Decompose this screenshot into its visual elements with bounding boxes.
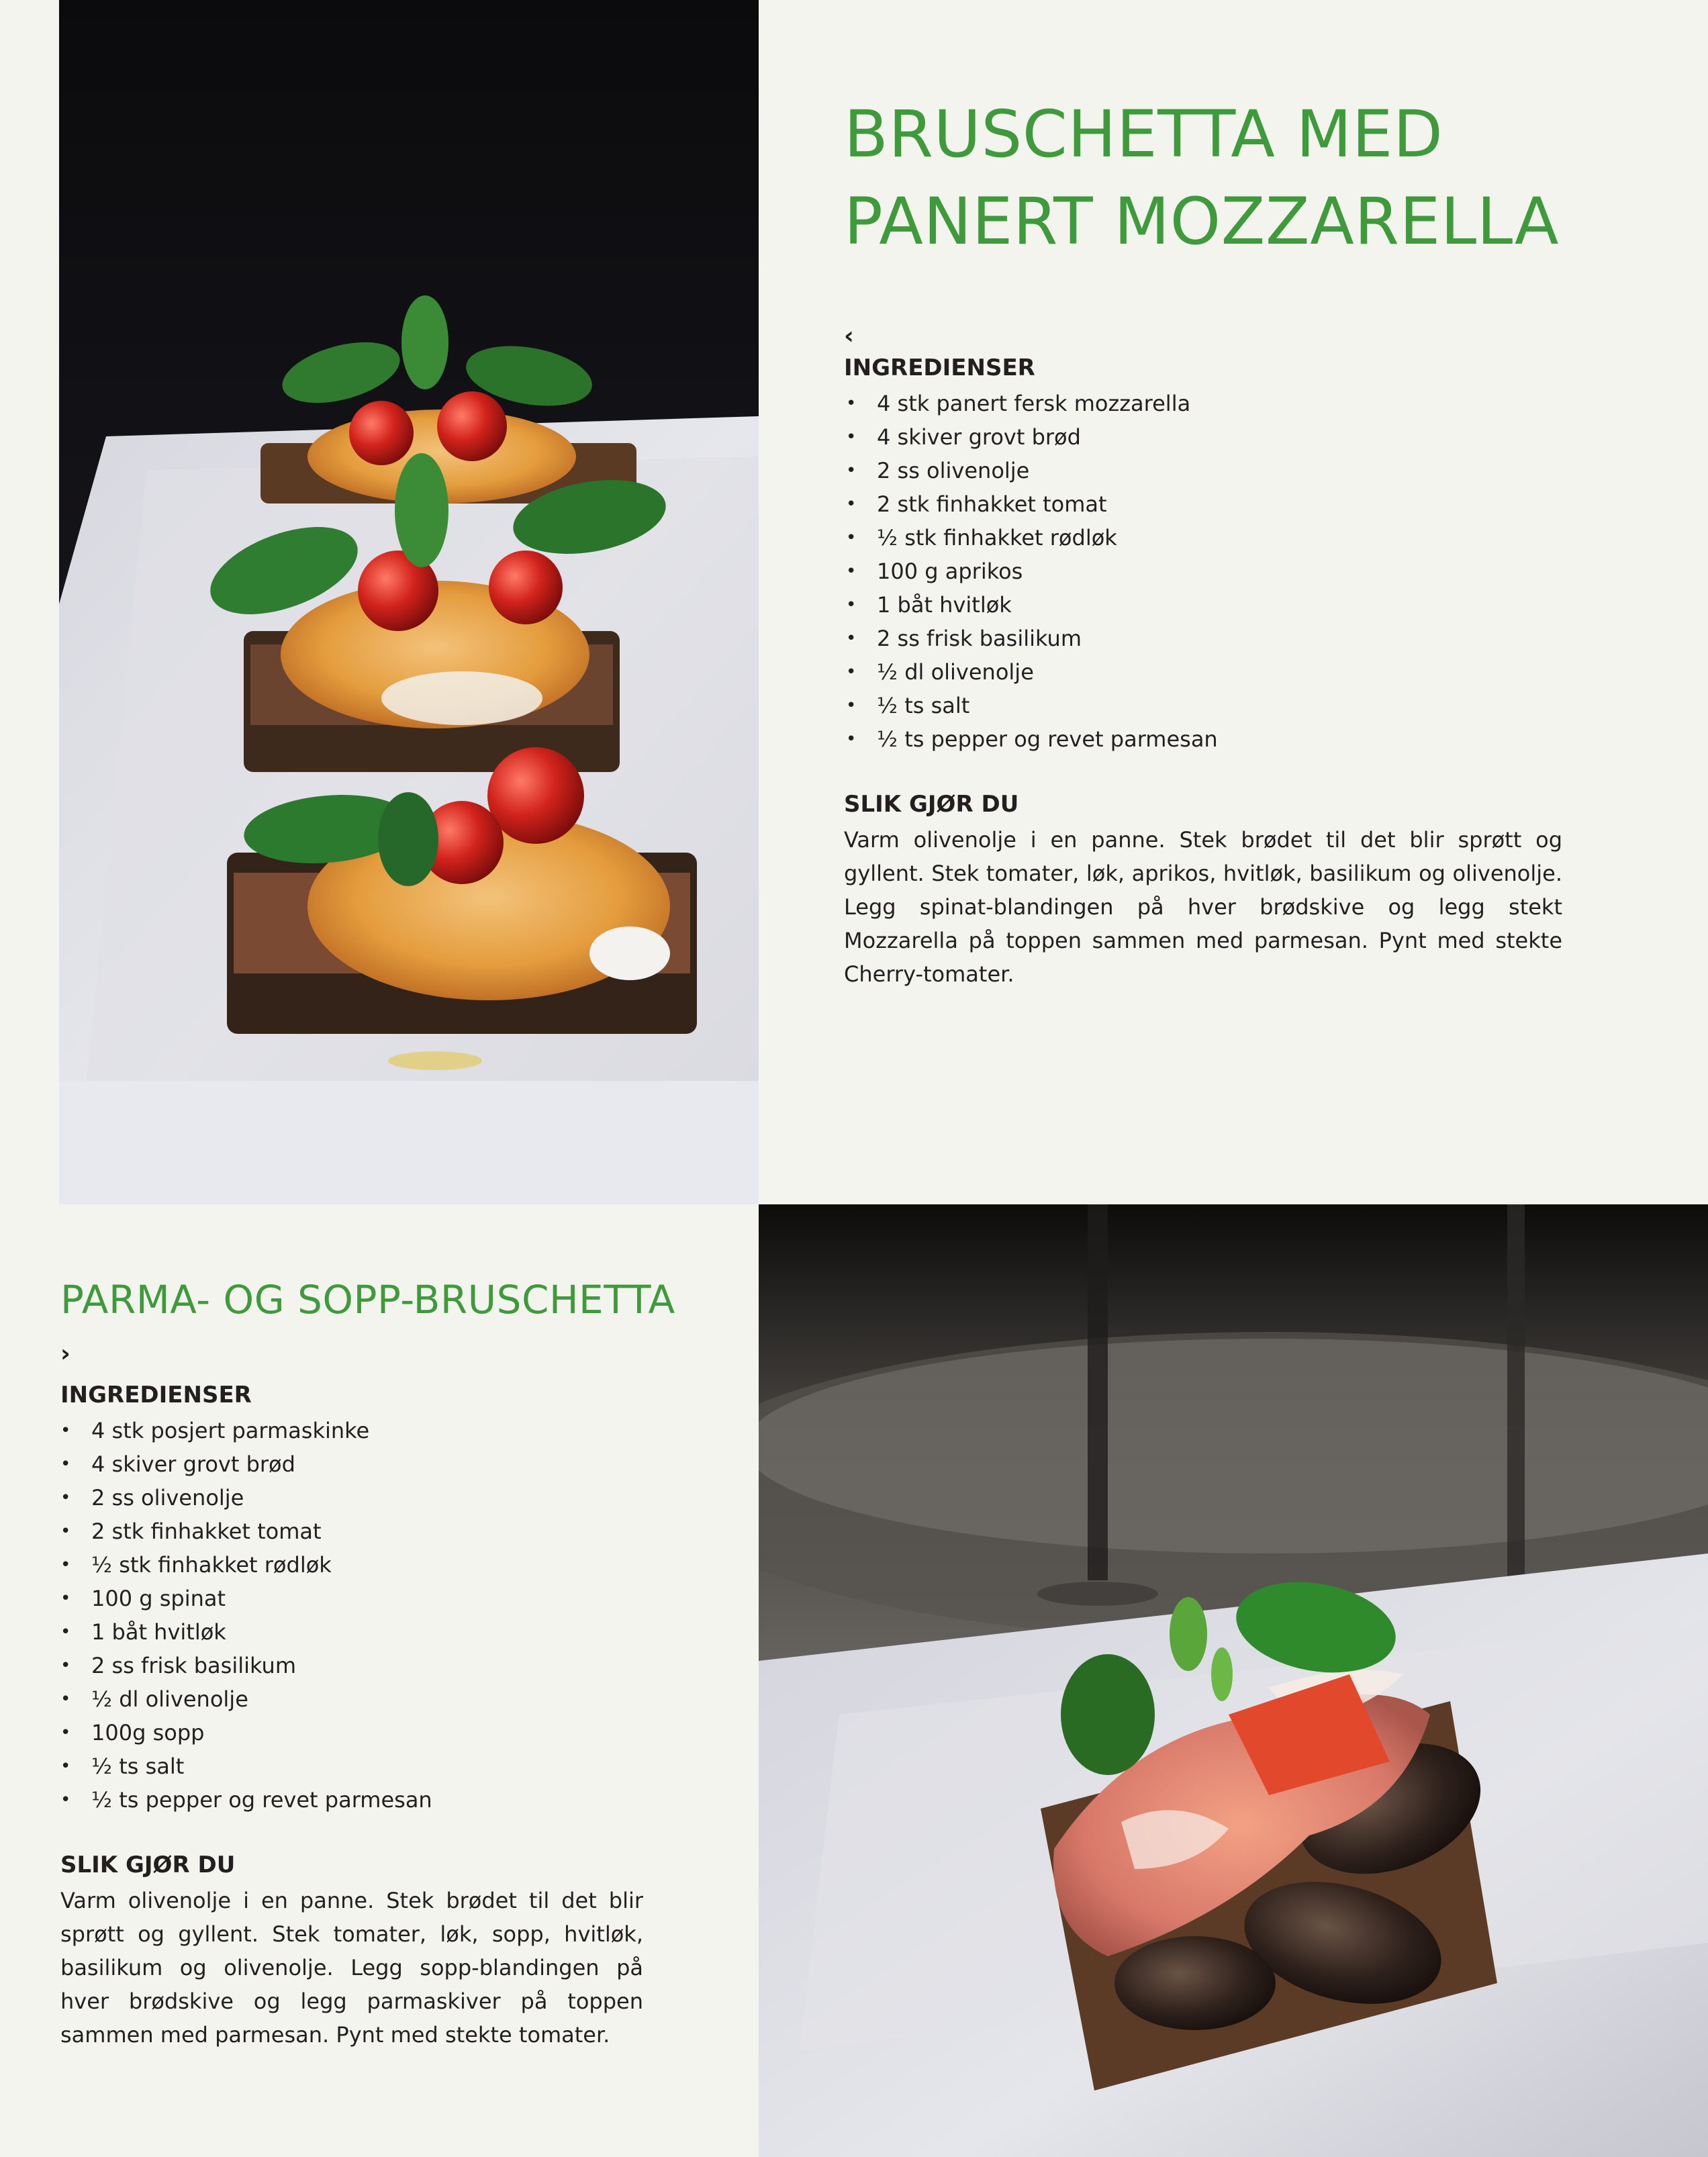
ingredient-item: • ½ dl olivenolje xyxy=(846,655,1218,689)
ingredient-item: • 100 g spinat xyxy=(60,1582,432,1615)
recipe-title-parma-sopp: PARMA- OG SOPP-BRUSCHETTA xyxy=(60,1277,675,1323)
ingredient-item: • 1 båt hvitløk xyxy=(60,1615,432,1649)
ingredient-item: • 4 stk posjert parmaskinke xyxy=(60,1414,432,1447)
ingredient-item: • ½ ts salt xyxy=(60,1749,432,1783)
parma-sopp-bruschetta-photo xyxy=(759,1204,1708,2157)
method-text: Varm olivenolje i en panne. Stek brødet til det blir sprøtt og gyllent. Stek tomater, løk, aprikos, hvitløk, basilikum og olivenolje. Legg spinat-blandingen på hver brødskive og legg stekt Mozzarella på toppen sammen med parmesan. Pynt med stekte Cherry-tomater. xyxy=(844,827,1562,987)
ingredients-heading: INGREDIENSER xyxy=(60,1382,252,1408)
title-line-2: PANERT MOZZARELLA xyxy=(844,184,1560,259)
ingredients-list xyxy=(60,1414,432,1817)
ingredient-item: • ½ dl olivenolje xyxy=(60,1682,432,1716)
ingredient-item: • 2 ss frisk basilikum xyxy=(846,622,1218,655)
ingredient-item: • ½ ts pepper og revet parmesan xyxy=(846,722,1218,756)
chevron-left-icon: ‹ xyxy=(844,322,854,350)
ingredient-item: • ½ stk finhakket rødløk xyxy=(60,1548,432,1582)
title-line-1: BRUSCHETTA MED xyxy=(844,97,1443,172)
recipe-title-bruschetta-mozzarella xyxy=(844,91,1559,265)
ingredient-item: • 2 ss frisk basilikum xyxy=(60,1649,432,1682)
ingredient-item: • 4 skiver grovt brød xyxy=(846,420,1218,454)
ingredient-item: • 2 stk finhakket tomat xyxy=(60,1515,432,1548)
ingredient-item: • 4 stk panert fersk mozzarella xyxy=(846,387,1218,420)
ingredient-item: • 4 skiver grovt brød xyxy=(60,1447,432,1481)
method-text: Varm olivenolje i en panne. Stek brødet til det blir sprøtt og gyllent. Stek tomater, løk, sopp, hvitløk, basilikum og olivenolje. Legg sopp-blandingen på hver brødskive og legg parmaskiver på toppen sammen med parmesan. Pynt med stekte tomater. xyxy=(60,1888,643,2048)
ingredients-list xyxy=(846,387,1218,756)
ingredient-item: • 100g sopp xyxy=(60,1716,432,1749)
ingredient-item: • 2 stk finhakket tomat xyxy=(846,487,1218,521)
method-heading: SLIK GJØR DU xyxy=(844,791,1019,818)
ingredient-item: • 1 båt hvitløk xyxy=(846,588,1218,622)
ingredient-item: • ½ stk finhakket rødløk xyxy=(846,521,1218,555)
ingredient-item: • 2 ss olivenolje xyxy=(60,1481,432,1515)
method-heading: SLIK GJØR DU xyxy=(60,1852,236,1878)
ingredient-item: • 100 g aprikos xyxy=(846,555,1218,588)
chevron-right-icon: › xyxy=(60,1340,70,1368)
ingredient-item: • ½ ts pepper og revet parmesan xyxy=(60,1783,432,1817)
ingredient-item: • 2 ss olivenolje xyxy=(846,454,1218,487)
bruschetta-mozzarella-photo xyxy=(59,0,759,1204)
ingredients-heading: INGREDIENSER xyxy=(844,354,1035,381)
ingredient-item: • ½ ts salt xyxy=(846,689,1218,722)
